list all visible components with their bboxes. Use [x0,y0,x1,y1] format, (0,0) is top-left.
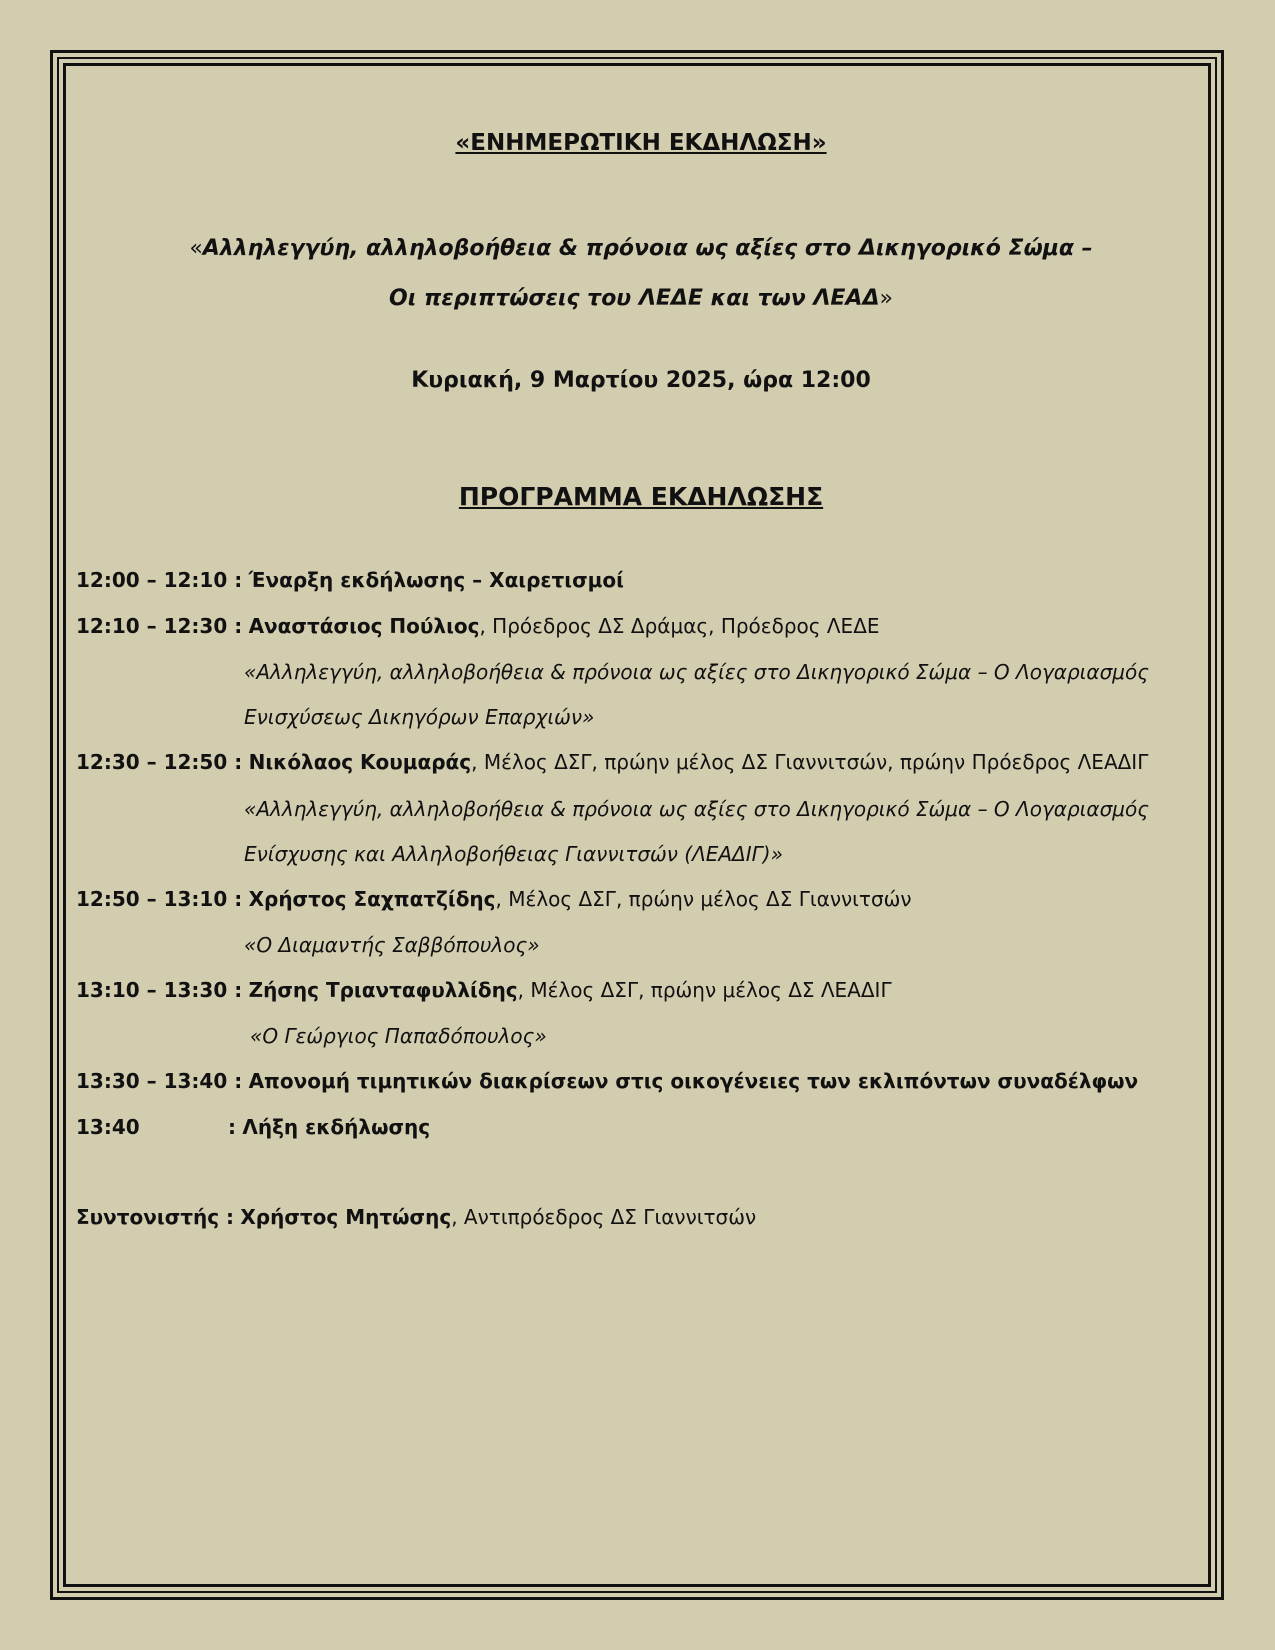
moderator-separator: : [226,1205,234,1229]
program-separator: : [228,1115,236,1139]
moderator-name: Χρήστος Μητώσης [240,1205,452,1229]
program-time: 12:30 – 12:50 : [76,750,243,774]
program-time: 12:00 – 12:10 : [76,568,243,592]
moderator-line [76,1205,756,1229]
program-title: ΠΡΟΓΡΑΜΜΑ ΕΚΔΗΛΩΣΗΣ [458,482,824,511]
program-item-koumaras [76,750,1148,774]
program-time: 13:10 – 13:30 : [76,978,243,1002]
speaker-role: , Πρόεδρος ΔΣ Δράμας, Πρόεδρος ΛΕΔΕ [479,614,880,638]
program-time: 12:50 – 13:10 : [76,887,243,911]
program-title-text: Απονομή τιμητικών διακρίσεων στις οικογένειες των εκλιπόντων συναδέλφων [248,1069,1139,1093]
program-item-poulios [76,614,880,638]
talk-topic-line-2: Ενίσχυσης και Αλληλοβοήθειας Γιαννιτσών (ΛΕΑΔΙΓ)» [244,842,783,866]
speaker-name: Ζήσης Τριανταφυλλίδης [248,978,518,1002]
speaker-role: , Μέλος ΔΣΓ, πρώην μέλος ΔΣ Γιαννιτσών, πρώην Πρόεδρος ΛΕΑΔΙΓ [471,750,1149,774]
speaker-role: , Μέλος ΔΣΓ, πρώην μέλος ΔΣ Γιαννιτσών [495,887,912,911]
talk-topic-line-1: «Αλληλεγγύη, αλληλοβοήθεια & πρόνοια ως αξίες στο Δικηγορικό Σώμα – Ο Λογαριασμός [244,660,1149,684]
subtitle-text-2: Οι περιπτώσεις του ΛΕΔΕ και των ΛΕΑΔ [389,286,880,311]
talk-topic: «Ο Γεώργιος Παπαδόπουλος» [250,1024,547,1048]
close-quote: » [879,286,893,311]
speaker-name: Νικόλαος Κουμαράς [248,750,472,774]
talk-topic: «Ο Διαμαντής Σαββόπουλος» [244,933,540,957]
event-date: Κυριακή, 9 Μαρτίου 2025, ώρα 12:00 [411,368,871,393]
open-quote: « [189,236,203,261]
event-subtitle-line-1 [76,236,1206,261]
talk-topic-line-2: Ενισχύσεως Δικηγόρων Επαρχιών» [244,705,595,729]
program-item-opening [76,568,624,592]
event-subtitle-line-2 [76,286,1206,311]
program-title-text: Λήξη εκδήλωσης [242,1115,431,1139]
moderator-label: Συντονιστής [76,1205,220,1229]
event-title: «ΕΝΗΜΕΡΩΤΙΚΗ ΕΚΔΗΛΩΣΗ» [455,130,827,156]
program-item-triantafyllidis [76,978,892,1002]
program-item-closing [76,1115,430,1139]
subtitle-text-1: Αλληλεγγύη, αλληλοβοήθεια & πρόνοια ως αξίες στο Δικηγορικό Σώμα – [202,236,1093,261]
program-item-sachpatzidis [76,887,912,911]
speaker-name: Χρήστος Σαχπατζίδης [248,887,496,911]
program-time: 12:10 – 12:30 : [76,614,243,638]
moderator-role: , Αντιπρόεδρος ΔΣ Γιαννιτσών [451,1205,757,1229]
talk-topic-line-1: «Αλληλεγγύη, αλληλοβοήθεια & πρόνοια ως αξίες στο Δικηγορικό Σώμα – Ο Λογαριασμός [244,797,1149,821]
program-item-awards [76,1069,1138,1093]
speaker-role: , Μέλος ΔΣΓ, πρώην μέλος ΔΣ ΛΕΑΔΙΓ [517,978,892,1002]
program-title-text: Έναρξη εκδήλωσης – Χαιρετισμοί [248,568,624,592]
program-time: 13:30 – 13:40 : [76,1069,243,1093]
speaker-name: Αναστάσιος Πούλιος [248,614,480,638]
program-time: 13:40 [76,1115,140,1139]
